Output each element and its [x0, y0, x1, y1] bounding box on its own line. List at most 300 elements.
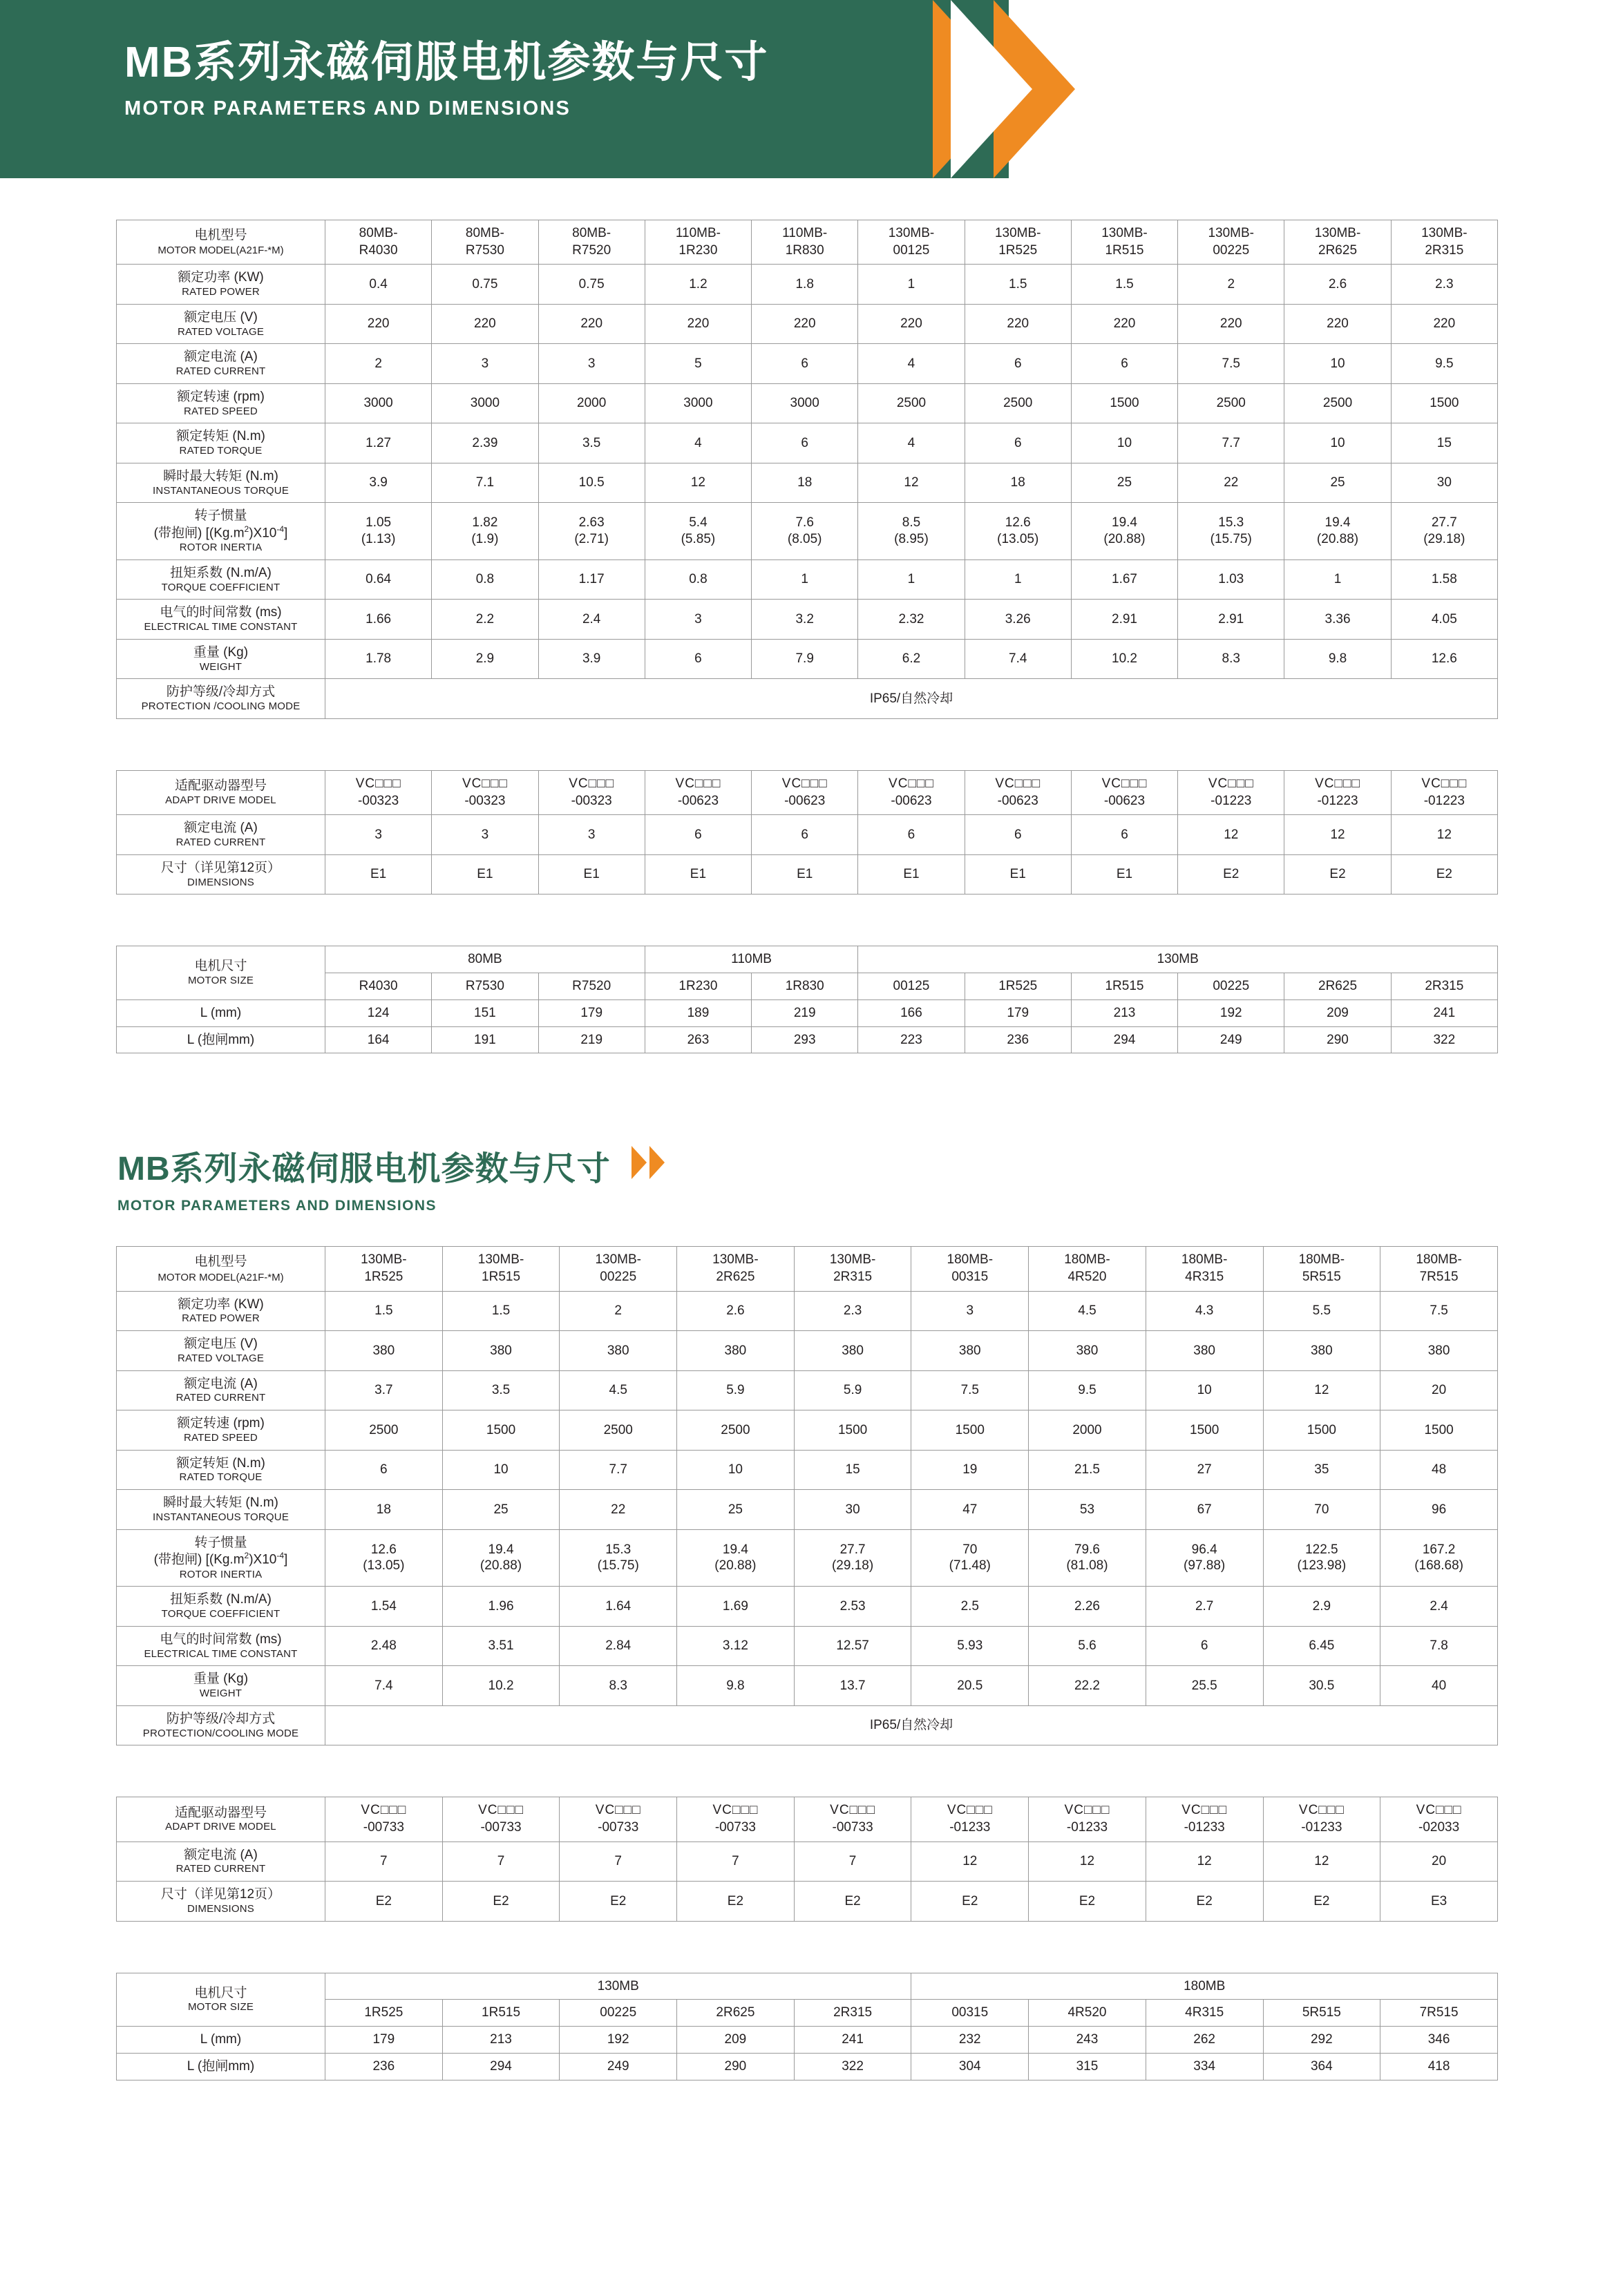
- cell2-tc-7: 2.7: [1146, 1587, 1263, 1627]
- cell2-inst-7: 67: [1146, 1490, 1263, 1530]
- drive-prefix-6: VC□□□: [995, 776, 1041, 791]
- inertia-val-10: 27.7: [1431, 515, 1457, 530]
- size-row-l: [117, 999, 1498, 1026]
- size-model-6: 1R525: [965, 973, 1071, 1000]
- table2-row-model: [117, 1247, 1498, 1291]
- cell2-model-9: [1380, 1247, 1498, 1291]
- label-torque-en: RATED TORQUE: [179, 445, 263, 457]
- cell-drive-7: [1071, 770, 1177, 814]
- label-speed-cn: 额定转速 (rpm): [177, 389, 265, 404]
- cell2-etc-0: 2.48: [325, 1626, 443, 1666]
- size2-lb-3: 290: [677, 2053, 795, 2080]
- size2-model-7: 4R315: [1146, 2000, 1263, 2027]
- label2-power-en: RATED POWER: [182, 1312, 260, 1325]
- cell-torque-10: 15: [1391, 423, 1497, 463]
- cell2-drive-cur-7: 12: [1146, 1841, 1263, 1882]
- model-bottom-9: 2R625: [1318, 242, 1358, 258]
- cell2-protection-value: IP65/自然冷却: [325, 1705, 1498, 1745]
- size-row-groups: [117, 946, 1498, 973]
- label-protect-cn: 防护等级/冷却方式: [166, 685, 276, 700]
- model-bottom-3: 1R230: [678, 242, 718, 258]
- size2-l-0: 179: [325, 2027, 443, 2054]
- cell-voltage-2: 220: [538, 304, 645, 344]
- cell-inst-2: 10.5: [538, 463, 645, 503]
- cell2-torque-6: 21.5: [1029, 1450, 1146, 1490]
- cell2-speed-8: 1500: [1263, 1410, 1380, 1451]
- cell-torque-0: 1.27: [325, 423, 432, 463]
- label2-time-const-en: ELECTRICAL TIME CONSTANT: [144, 1647, 298, 1660]
- inertia-brake-1: (1.9): [471, 532, 499, 547]
- cell2-inst-4: 30: [794, 1490, 911, 1530]
- model2-bottom-9: 7R515: [1419, 1270, 1459, 1285]
- cell2-model-8: [1263, 1247, 1380, 1291]
- label2-current-cn: 额定电流 (A): [184, 1376, 258, 1391]
- label2-torque-coef-cn: 扭矩系数 (N.m/A): [170, 1592, 272, 1607]
- inertia2-brake-8: (123.98): [1297, 1558, 1347, 1573]
- cell-inertia-3: [645, 503, 751, 560]
- model2-top-7: 180MB-: [1181, 1252, 1228, 1267]
- cell-current-6: 6: [965, 344, 1071, 384]
- cell-dim-7: E1: [1071, 854, 1177, 895]
- cell2-torque-0: 6: [325, 1450, 443, 1490]
- cell-drive-cur-7: 6: [1071, 815, 1177, 855]
- drive-suffix-3: -00623: [677, 793, 719, 808]
- size-model-5: 00125: [858, 973, 965, 1000]
- cell-drive-cur-1: 3: [432, 815, 538, 855]
- size-l-6: 179: [965, 999, 1071, 1026]
- cell2-drive-cur-0: 7: [325, 1841, 443, 1882]
- cell2-power-3: 2.6: [677, 1291, 795, 1331]
- row-label-drive-current: [117, 815, 325, 855]
- model-bottom-0: R4030: [359, 242, 398, 258]
- drive2-row-current: [117, 1841, 1498, 1882]
- label2-protect-cn: 防护等级/冷却方式: [166, 1711, 276, 1726]
- cell-model-8: [1178, 220, 1284, 265]
- cell-inst-6: 18: [965, 463, 1071, 503]
- label2-torque-en: RATED TORQUE: [179, 1471, 263, 1484]
- cell-tc-0: 0.64: [325, 559, 432, 600]
- drive2-prefix-9: VC□□□: [1416, 1803, 1462, 1818]
- model2-bottom-3: 2R625: [716, 1270, 755, 1285]
- label-drive-en: ADAPT DRIVE MODEL: [165, 794, 276, 807]
- row-label-rated-torque: [117, 423, 325, 463]
- size-l-0: 124: [325, 999, 432, 1026]
- cell-dim-10: E2: [1391, 854, 1497, 895]
- cell-current-10: 9.5: [1391, 344, 1497, 384]
- size-model-2: R7520: [538, 973, 645, 1000]
- model2-top-0: 130MB-: [361, 1252, 407, 1267]
- size2-l-4: 241: [794, 2027, 911, 2054]
- cell2-inertia-6: [1029, 1529, 1146, 1587]
- size-model-8: 00225: [1178, 973, 1284, 1000]
- model2-bottom-5: 00315: [951, 1270, 989, 1285]
- cell2-dim-9: E3: [1380, 1882, 1498, 1922]
- size-lb-5: 223: [858, 1026, 965, 1053]
- cell-drive-cur-4: 6: [752, 815, 858, 855]
- cell2-weight-4: 13.7: [794, 1666, 911, 1706]
- cell2-model-6: [1029, 1247, 1146, 1291]
- cell2-power-7: 4.3: [1146, 1291, 1263, 1331]
- cell-model-4: [752, 220, 858, 265]
- label2-drive-cn: 适配驱动器型号: [174, 1805, 267, 1820]
- size2-l-1: 213: [442, 2027, 560, 2054]
- label-current-cn: 额定电流 (A): [184, 350, 258, 365]
- cell-speed-2: 2000: [538, 383, 645, 423]
- cell2-current-3: 5.9: [677, 1370, 795, 1410]
- size-lb-0: 164: [325, 1026, 432, 1053]
- cell2-dim-7: E2: [1146, 1882, 1263, 1922]
- cell2-tc-9: 2.4: [1380, 1587, 1498, 1627]
- drive2-suffix-2: -00733: [598, 1819, 639, 1835]
- cell-dim-6: E1: [965, 854, 1071, 895]
- label-power-en: RATED POWER: [182, 286, 260, 298]
- cell2-drive-cur-8: 12: [1263, 1841, 1380, 1882]
- label-torque-coef-en: TORQUE COEFFICIENT: [161, 581, 281, 593]
- cell-inst-8: 22: [1178, 463, 1284, 503]
- size2-row-groups: [117, 1973, 1498, 2000]
- cell-inst-9: 25: [1284, 463, 1391, 503]
- cell2-voltage-7: 380: [1146, 1331, 1263, 1371]
- size2-row-l-brake: [117, 2053, 1498, 2080]
- cell-tc-1: 0.8: [432, 559, 538, 600]
- cell-dim-1: E1: [432, 854, 538, 895]
- drive2-prefix-1: VC□□□: [478, 1803, 524, 1818]
- label-inertia-cn1: 转子惯量: [194, 508, 247, 524]
- cell2-power-8: 5.5: [1263, 1291, 1380, 1331]
- size2-l-5: 232: [911, 2027, 1029, 2054]
- drive2-suffix-1: -00733: [480, 1819, 522, 1835]
- label-speed-en: RATED SPEED: [184, 405, 258, 417]
- cell2-torque-2: 7.7: [560, 1450, 677, 1490]
- cell2-drive-3: [677, 1797, 795, 1841]
- row2-label-drive-model: [117, 1797, 325, 1841]
- motor-parameters-table-380v: [116, 1246, 1498, 1745]
- label2-speed-cn: 额定转速 (rpm): [177, 1416, 265, 1431]
- cell-weight-3: 6: [645, 639, 751, 679]
- cell-torque-8: 7.7: [1178, 423, 1284, 463]
- drive-suffix-9: -01223: [1317, 793, 1358, 808]
- table-1-drive-wrapper: [116, 770, 1498, 895]
- cell-inertia-9: [1284, 503, 1391, 560]
- label-power-cn: 额定功率 (KW): [178, 270, 264, 285]
- label-torque-cn: 额定转矩 (N.m): [176, 429, 265, 444]
- size2-l-8: 292: [1263, 2027, 1380, 2054]
- cell2-drive-cur-1: 7: [442, 1841, 560, 1882]
- cell2-model-1: [442, 1247, 560, 1291]
- cell2-power-6: 4.5: [1029, 1291, 1146, 1331]
- cell2-model-3: [677, 1247, 795, 1291]
- cell2-inst-5: 47: [911, 1490, 1029, 1530]
- cell2-power-5: 3: [911, 1291, 1029, 1331]
- cell2-speed-3: 2500: [677, 1410, 795, 1451]
- label2-inst-torque-cn: 瞬时最大转矩 (N.m): [163, 1495, 278, 1511]
- label-current-en: RATED CURRENT: [175, 365, 266, 378]
- size2-lb-0: 236: [325, 2053, 443, 2080]
- cell2-speed-2: 2500: [560, 1410, 677, 1451]
- cell2-etc-1: 3.51: [442, 1626, 560, 1666]
- size2-model-4: 2R315: [794, 2000, 911, 2027]
- cell2-inertia-8: [1263, 1529, 1380, 1587]
- cell2-weight-0: 7.4: [325, 1666, 443, 1706]
- model-top-2: 80MB-: [572, 226, 611, 240]
- cell-weight-10: 12.6: [1391, 639, 1497, 679]
- inertia-val-1: 1.82: [472, 515, 498, 530]
- label-voltage-cn: 额定电压 (V): [184, 309, 258, 325]
- cell-inst-5: 12: [858, 463, 965, 503]
- label2-inst-torque-en: INSTANTANEOUS TORQUE: [152, 1511, 289, 1523]
- drive-prefix-8: VC□□□: [1208, 776, 1254, 791]
- drive2-suffix-4: -00733: [832, 1819, 873, 1835]
- cell2-weight-6: 22.2: [1029, 1666, 1146, 1706]
- label2-protect-en: PROTECTION/COOLING MODE: [142, 1727, 299, 1739]
- cell-dim-3: E1: [645, 854, 751, 895]
- motor-parameters-table-220v: [116, 220, 1498, 719]
- row-label-rotor-inertia: [117, 503, 325, 560]
- adapt-drive-table-380v: [116, 1797, 1498, 1921]
- cell-model-9: [1284, 220, 1391, 265]
- size2-group-0: 130MB: [325, 1973, 911, 2000]
- label-dim-en: DIMENSIONS: [187, 876, 254, 888]
- cell2-inertia-9: [1380, 1529, 1498, 1587]
- size-model-1: R7530: [432, 973, 538, 1000]
- inertia-val-9: 19.4: [1325, 515, 1351, 530]
- model2-bottom-1: 1R515: [482, 1270, 521, 1285]
- row-label-weight: [117, 639, 325, 679]
- size-lb-3: 263: [645, 1026, 751, 1053]
- cell-current-7: 6: [1071, 344, 1177, 384]
- cell-inertia-4: [752, 503, 858, 560]
- cell2-etc-6: 5.6: [1029, 1626, 1146, 1666]
- cell-drive-4: [752, 770, 858, 814]
- size-lb-9: 290: [1284, 1026, 1391, 1053]
- cell-power-6: 1.5: [965, 265, 1071, 305]
- cell-voltage-7: 220: [1071, 304, 1177, 344]
- label-time-const-en: ELECTRICAL TIME CONSTANT: [144, 621, 298, 633]
- cell-speed-9: 2500: [1284, 383, 1391, 423]
- row2-label-rated-power: [117, 1291, 325, 1331]
- label-protect-en: PROTECTION /COOLING MODE: [141, 700, 301, 713]
- size2-model-3: 2R625: [677, 2000, 795, 2027]
- cell2-power-2: 2: [560, 1291, 677, 1331]
- size2-l-2: 192: [560, 2027, 677, 2054]
- inertia-brake-2: (2.71): [574, 532, 609, 547]
- label2-dim-cn: 尺寸（详见第12页）: [160, 1887, 281, 1902]
- cell2-model-2: [560, 1247, 677, 1291]
- cell2-inertia-7: [1146, 1529, 1263, 1587]
- label2-model-en: MOTOR MODEL(A21F-*M): [158, 1271, 284, 1283]
- inertia2-val-7: 96.4: [1191, 1542, 1217, 1557]
- drive-suffix-5: -00623: [891, 793, 932, 808]
- cell-tc-10: 1.58: [1391, 559, 1497, 600]
- model2-bottom-8: 5R515: [1302, 1270, 1341, 1285]
- cell2-voltage-4: 380: [794, 1331, 911, 1371]
- cell2-power-1: 1.5: [442, 1291, 560, 1331]
- drive-suffix-7: -00623: [1103, 793, 1146, 808]
- cell2-inst-0: 18: [325, 1490, 443, 1530]
- cell-speed-5: 2500: [858, 383, 965, 423]
- cell-voltage-3: 220: [645, 304, 751, 344]
- cell-etc-2: 2.4: [538, 600, 645, 640]
- inertia-brake-8: (15.75): [1210, 532, 1252, 547]
- cell2-drive-2: [560, 1797, 677, 1841]
- cell2-torque-3: 10: [677, 1450, 795, 1490]
- inertia2-val-0: 12.6: [370, 1542, 397, 1557]
- drive2-suffix-3: -00733: [714, 1819, 756, 1835]
- row2-label-dimensions: [117, 1882, 325, 1922]
- model-top-4: 110MB-: [782, 226, 828, 240]
- inertia-brake-10: (29.18): [1423, 532, 1465, 547]
- cell2-tc-3: 1.69: [677, 1587, 795, 1627]
- cell-inertia-1: [432, 503, 538, 560]
- cell-tc-2: 1.17: [538, 559, 645, 600]
- drive-suffix-8: -01223: [1210, 793, 1252, 808]
- cell2-weight-7: 25.5: [1146, 1666, 1263, 1706]
- cell2-tc-1: 1.96: [442, 1587, 560, 1627]
- cell-torque-3: 4: [645, 423, 751, 463]
- table-2-size-wrapper: [116, 1973, 1498, 2080]
- cell-weight-8: 8.3: [1178, 639, 1284, 679]
- inertia2-brake-1: (20.88): [480, 1558, 522, 1573]
- cell2-inertia-3: [677, 1529, 795, 1587]
- size2-model-1: 1R515: [442, 2000, 560, 2027]
- cell2-current-5: 7.5: [911, 1370, 1029, 1410]
- cell-torque-1: 2.39: [432, 423, 538, 463]
- cell-drive-cur-2: 3: [538, 815, 645, 855]
- model2-top-1: 130MB-: [477, 1252, 524, 1267]
- cell-weight-0: 1.78: [325, 639, 432, 679]
- cell-inertia-8: [1178, 503, 1284, 560]
- drive2-row-dimensions: [117, 1882, 1498, 1922]
- size-group-1: 110MB: [645, 946, 858, 973]
- inertia-val-2: 2.63: [578, 515, 605, 530]
- size-model-0: R4030: [325, 973, 432, 1000]
- table-row-rated-power: [117, 265, 1498, 305]
- cell-dim-5: E1: [858, 854, 965, 895]
- cell2-power-9: 7.5: [1380, 1291, 1498, 1331]
- inertia-brake-6: (13.05): [997, 532, 1039, 547]
- cell2-drive-4: [794, 1797, 911, 1841]
- size2-model-6: 4R520: [1029, 2000, 1146, 2027]
- label2-weight-cn: 重量 (Kg): [193, 1672, 249, 1687]
- section-2-heading: [117, 1136, 1614, 1214]
- label2-power-cn: 额定功率 (KW): [178, 1297, 264, 1312]
- table-row-rotor-inertia: [117, 503, 1498, 560]
- drive2-row-model: [117, 1797, 1498, 1841]
- cell2-etc-2: 2.84: [560, 1626, 677, 1666]
- size-l-10: 241: [1391, 999, 1497, 1026]
- size2-lb-5: 304: [911, 2053, 1029, 2080]
- size2-model-2: 00225: [560, 2000, 677, 2027]
- label2-current-en: RATED CURRENT: [175, 1392, 266, 1404]
- drive-row-model: [117, 770, 1498, 814]
- cell-inertia-6: [965, 503, 1071, 560]
- inertia-val-0: 1.05: [365, 515, 392, 530]
- cell2-speed-6: 2000: [1029, 1410, 1146, 1451]
- cell2-weight-9: 40: [1380, 1666, 1498, 1706]
- size-l-5: 166: [858, 999, 965, 1026]
- table-row-torque-coefficient: [117, 559, 1498, 600]
- label2-time-const-cn: 电气的时间常数 (ms): [160, 1632, 282, 1647]
- drive-prefix-2: VC□□□: [569, 776, 615, 791]
- drive2-prefix-0: VC□□□: [361, 1803, 407, 1818]
- cell2-voltage-0: 380: [325, 1331, 443, 1371]
- model2-bottom-2: 00225: [600, 1270, 637, 1285]
- cell2-inst-8: 70: [1263, 1490, 1380, 1530]
- cell-dim-4: E1: [752, 854, 858, 895]
- cell-etc-5: 2.32: [858, 600, 965, 640]
- table2-row-rotor-inertia: [117, 1529, 1498, 1587]
- cell2-weight-5: 20.5: [911, 1666, 1029, 1706]
- cell-drive-cur-3: 6: [645, 815, 751, 855]
- cell2-torque-5: 19: [911, 1450, 1029, 1490]
- row-label-drive-model: [117, 770, 325, 814]
- drive2-prefix-5: VC□□□: [947, 1803, 993, 1818]
- size-l-8: 192: [1178, 999, 1284, 1026]
- label2-drive-current-cn: 额定电流 (A): [184, 1847, 258, 1862]
- cell2-inertia-5: [911, 1529, 1029, 1587]
- size-l-2: 179: [538, 999, 645, 1026]
- cell2-voltage-2: 380: [560, 1331, 677, 1371]
- cell-torque-5: 4: [858, 423, 965, 463]
- inertia-brake-7: (20.88): [1103, 532, 1146, 547]
- cell-power-10: 2.3: [1391, 265, 1497, 305]
- cell2-model-7: [1146, 1247, 1263, 1291]
- cell-drive-cur-8: 12: [1178, 815, 1284, 855]
- drive2-suffix-7: -01233: [1184, 1819, 1225, 1835]
- row-label-protection: [117, 679, 325, 719]
- size2-lb-2: 249: [560, 2053, 677, 2080]
- size-lb-7: 294: [1071, 1026, 1177, 1053]
- cell2-dim-3: E2: [677, 1882, 795, 1922]
- label2-drive-en: ADAPT DRIVE MODEL: [165, 1821, 276, 1833]
- cell2-model-0: [325, 1247, 443, 1291]
- cell2-speed-9: 1500: [1380, 1410, 1498, 1451]
- drive2-suffix-9: -02033: [1418, 1819, 1460, 1835]
- cell-tc-6: 1: [965, 559, 1071, 600]
- model-bottom-1: R7530: [465, 242, 504, 258]
- model2-top-4: 130MB-: [829, 1252, 876, 1267]
- size-l-4: 219: [752, 999, 858, 1026]
- drive2-suffix-8: -01233: [1301, 1819, 1342, 1835]
- cell2-torque-7: 27: [1146, 1450, 1263, 1490]
- table2-row-weight: [117, 1666, 1498, 1706]
- cell2-speed-7: 1500: [1146, 1410, 1263, 1451]
- cell2-drive-cur-3: 7: [677, 1841, 795, 1882]
- model-top-6: 130MB-: [994, 226, 1041, 240]
- cell-current-2: 3: [538, 344, 645, 384]
- row2-label-rated-voltage: [117, 1331, 325, 1371]
- cell-speed-1: 3000: [432, 383, 538, 423]
- cell-power-8: 2: [1178, 265, 1284, 305]
- cell-weight-6: 7.4: [965, 639, 1071, 679]
- row-label-dimensions: [117, 854, 325, 895]
- size2-lb-9: 418: [1380, 2053, 1498, 2080]
- row2-label-l-brake-mm: L (抱闸mm): [117, 2053, 325, 2080]
- cell-drive-9: [1284, 770, 1391, 814]
- cell2-tc-2: 1.64: [560, 1587, 677, 1627]
- cell-inst-7: 25: [1071, 463, 1177, 503]
- cell2-tc-6: 2.26: [1029, 1587, 1146, 1627]
- cell-voltage-1: 220: [432, 304, 538, 344]
- cell-speed-8: 2500: [1178, 383, 1284, 423]
- cell-tc-5: 1: [858, 559, 965, 600]
- size2-lb-1: 294: [442, 2053, 560, 2080]
- cell-inst-10: 30: [1391, 463, 1497, 503]
- cell-inst-4: 18: [752, 463, 858, 503]
- cell-etc-10: 4.05: [1391, 600, 1497, 640]
- cell-protection-value: IP65/自然冷却: [325, 679, 1498, 719]
- cell2-inst-3: 25: [677, 1490, 795, 1530]
